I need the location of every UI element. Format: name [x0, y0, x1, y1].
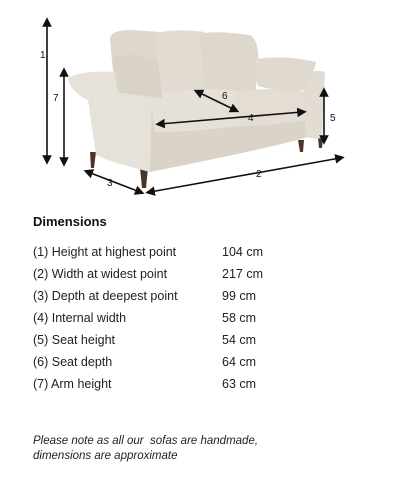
- dimension-value: 64 cm: [222, 355, 257, 369]
- sofa-illustration: [0, 0, 400, 205]
- dimension-value: 54 cm: [222, 333, 257, 347]
- note-line-2: dimensions are approximate: [33, 450, 178, 462]
- label-2: 2: [256, 169, 262, 180]
- label-7: 7: [53, 93, 59, 104]
- dimension-row: [33, 241, 333, 263]
- scatter-cushion-left: [112, 55, 162, 98]
- dimension-value: 58 cm: [222, 311, 257, 325]
- dimension-value: 217 cm: [222, 267, 263, 281]
- label-1: 1: [40, 50, 46, 61]
- dimension-label: (4) Internal width: [33, 311, 127, 325]
- dimension-row: [33, 373, 333, 395]
- dimension-value: 104 cm: [222, 245, 263, 259]
- dimension-label: (7) Arm height: [33, 377, 112, 391]
- dimension-label: (6) Seat depth: [33, 355, 113, 369]
- label-4: 4: [248, 113, 254, 124]
- label-6: 6: [222, 91, 228, 102]
- sofa-dimension-diagram: [0, 0, 400, 205]
- dimension-row: [33, 351, 333, 373]
- label-3: 3: [107, 178, 113, 189]
- dimension-row: [33, 263, 333, 285]
- dimension-row: [33, 307, 333, 329]
- dimension-label: (5) Seat height: [33, 333, 115, 347]
- dimensions-heading: Dimensions: [33, 214, 107, 229]
- dimension-row: [33, 285, 333, 307]
- handmade-note: [33, 434, 363, 464]
- dimension-label: (1) Height at highest point: [33, 245, 177, 259]
- dimension-row: [33, 329, 333, 351]
- dimension-value: 63 cm: [222, 377, 257, 391]
- dimension-label: (2) Width at widest point: [33, 267, 168, 281]
- dimension-value: 99 cm: [222, 289, 257, 303]
- note-line-1: Please note as all our sofas are handmade,: [33, 435, 259, 447]
- label-5: 5: [330, 113, 336, 124]
- dimensions-list: [33, 241, 333, 395]
- dimension-label: (3) Depth at deepest point: [33, 289, 178, 303]
